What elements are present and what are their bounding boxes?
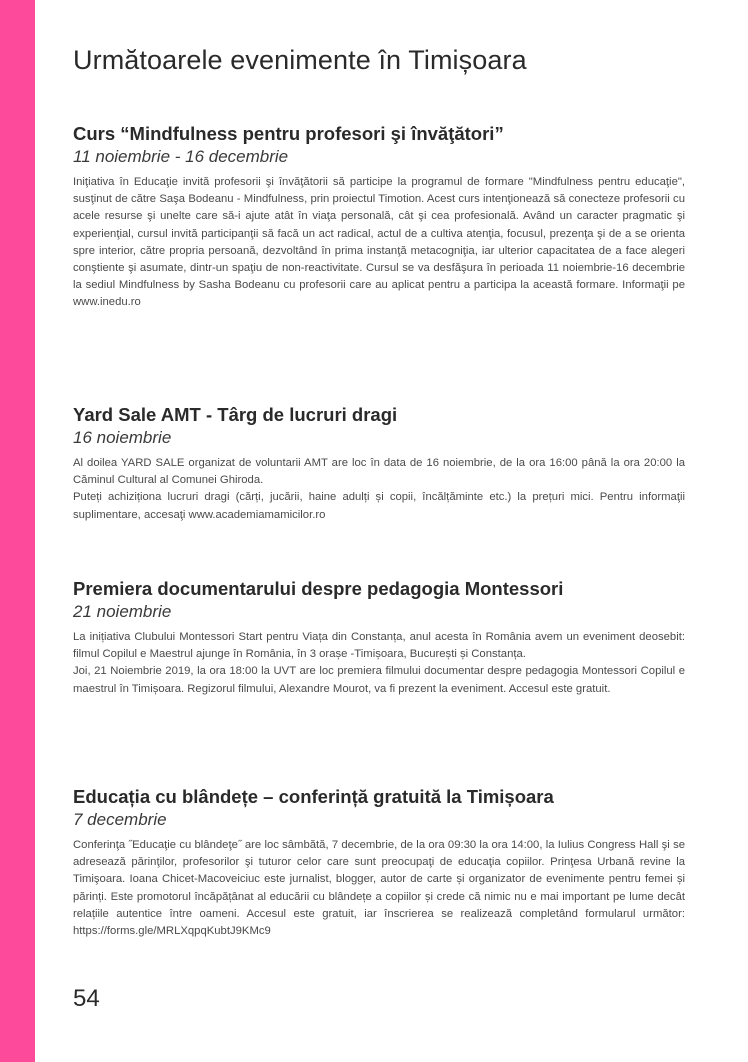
event-montessori-premiere <box>73 577 685 698</box>
event-paragraph: Al doilea YARD SALE organizat de voluntarii AMT are loc în data de 16 noiembrie, de la ora 16:00 până la ora 20:00 la Căminul Cultural al Comunei Ghiroda. <box>73 457 685 487</box>
event-paragraph: Joi, 21 Noiembrie 2019, la ora 18:00 la UVT are loc premiera filmului documentar despre pedagogia Montessori Copilul e maestrul în Timișoara. Regizorul filmului, Alexandre Mourot, va fi prezent la eveniment. Accesul este gratuit. <box>73 665 685 695</box>
event-description <box>73 837 685 940</box>
event-title: Premiera documentarului despre pedagogia Montessori <box>73 578 564 599</box>
event-description <box>73 174 685 312</box>
accent-sidebar-bar <box>0 0 35 1062</box>
event-paragraph: Iniţiativa în Educaţie invită profesorii şi învăţătorii să participe la programul de formare "Mindfulness pentru educaţie", susţinut de către Saşa Bodeanu - Mindfulness, prin proiectul Timotion. Acest curs intenţionează să conecteze profesorii cu acele resurse şi unelte care să-i ajute atât în viaţa personală, cât şi cea profesională. Având un caracter pragmatic şi experienţial, cursul invită participanţii să facă un act radical, actul de a cultiva atenţia, focusul, prezenţa şi de a se orienta spre interior, către propria persoană, dezvoltând în prima instanţă metacogniţia, iar ulterior capacitatea de a face alegeri conştiente şi asumate, dintr-un spaţiu de non-reactivitate. Cursul se va desfăşura în perioada 11 noiembrie-16 decembrie la sediul Mindfulness by Sasha Bodeanu cu profesorii care au aplicat pentru a participa la această formare. Informaţii pe www.inedu.ro <box>73 176 685 309</box>
event-date: 16 noiembrie <box>73 428 172 447</box>
event-date: 11 noiembrie - 16 decembrie <box>73 147 289 166</box>
event-title: Educația cu blândețe – conferință gratuită la Timișoara <box>73 786 554 807</box>
event-description <box>73 455 685 524</box>
page-title: Următoarele evenimente în Timișoara <box>73 45 527 75</box>
event-mindfulness <box>73 122 685 312</box>
event-date: 21 noiembrie <box>73 602 172 621</box>
event-description <box>73 629 685 698</box>
event-yard-sale <box>73 403 685 524</box>
event-date: 7 decembrie <box>73 810 167 829</box>
event-paragraph: Conferinţa ˝Educaţie cu blândeţe˝ are loc sâmbătă, 7 decembrie, de la ora 09:30 la ora 14:00, la Iulius Congress Hall şi se adresează părinţilor, profesorilor şi tuturor celor care sunt preocupaţi de educaţia copiilor. Prinţesa Urbană revine la Timişoara. Ioana Chicet-Macoveiciuc este jurnalist, blogger, autor de carte și organizator de evenimente pentru femei și părinți. Este promotorul încăpățânat al educării cu blândețe a copiilor și crede că nimic nu e mai important pe lume decât relațiile autentice între oameni. Accesul este gratuit, iar înscrierea se realizează completând formularul următor: https://forms.gle/MRLXqpqKubtJ9KMc9 <box>73 839 685 938</box>
event-paragraph: Puteți achiziționa lucruri dragi (cărți, jucării, haine adulți și copii, încălțăminte etc.) la prețuri mici. Pentru informaţii suplimentare, accesaţi www.academiamamicilor.ro <box>73 491 685 521</box>
event-title: Curs “Mindfulness pentru profesori şi învăţători” <box>73 123 504 144</box>
event-title: Yard Sale AMT - Târg de lucruri dragi <box>73 404 398 425</box>
event-gentle-education-conference <box>73 785 685 940</box>
page-number: 54 <box>73 985 100 1012</box>
event-paragraph: La inițiativa Clubului Montessori Start pentru Viața din Constanța, anul acesta în România avem un eveniment deosebit: filmul Copilul e Maestrul ajunge în România, în 3 orașe -Timișoara, București și Constanța. <box>73 631 685 661</box>
